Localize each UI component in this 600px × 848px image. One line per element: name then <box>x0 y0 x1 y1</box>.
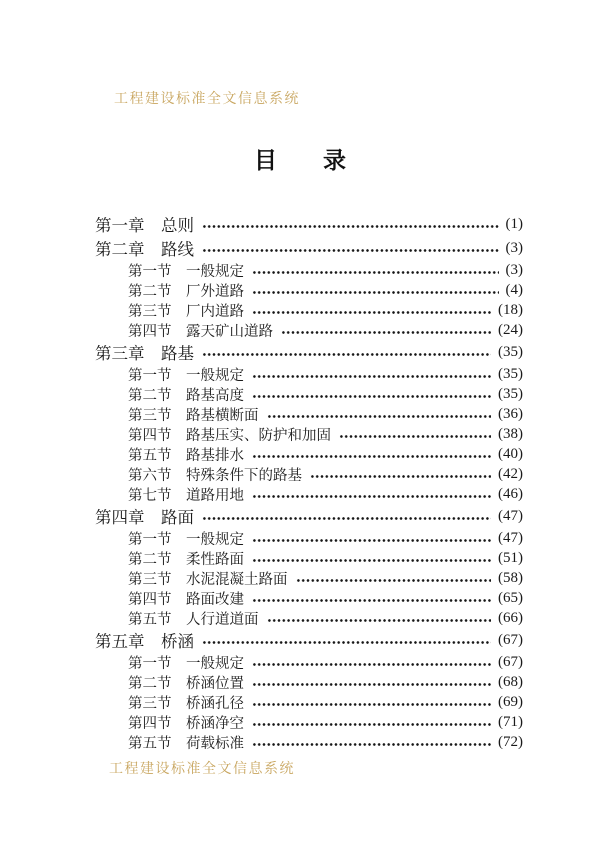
toc-entry-label: 第四节 路基压实、防护和加固 <box>128 427 331 444</box>
toc-entry-page: (65) <box>498 589 523 606</box>
toc-entry-page: (67) <box>498 653 523 670</box>
toc-entry-label: 第一章 总则 <box>95 216 194 235</box>
toc-leader-dots <box>202 340 491 364</box>
toc-leader-dots <box>252 444 491 464</box>
toc-leader-dots <box>310 464 491 484</box>
toc-entry-page: (4) <box>505 281 523 298</box>
toc-entry-label: 第二节 厂外道路 <box>128 283 244 300</box>
toc-entry-page: (1) <box>505 215 523 232</box>
toc-row <box>95 628 523 652</box>
toc-entry-label: 第五节 人行道道面 <box>128 611 259 628</box>
toc-entry-label: 第一节 一般规定 <box>128 655 244 672</box>
toc-entry-page: (66) <box>498 609 523 626</box>
toc-entry-page: (24) <box>498 321 523 338</box>
toc-entry-page: (35) <box>498 365 523 382</box>
toc-entry-page: (46) <box>498 485 523 502</box>
toc-row <box>95 444 523 464</box>
toc-entry-label: 第二节 路基高度 <box>128 387 244 404</box>
toc-row <box>95 404 523 424</box>
toc-entry-label: 第四节 路面改建 <box>128 591 244 608</box>
toc-leader-dots <box>252 732 491 752</box>
toc-leader-dots <box>252 652 491 672</box>
toc-entry-label: 第二章 路线 <box>95 240 194 259</box>
toc-row <box>95 608 523 628</box>
toc-row <box>95 732 523 752</box>
toc-row <box>95 280 523 300</box>
toc-entry-page: (58) <box>498 569 523 586</box>
toc-entry-label: 第一节 一般规定 <box>128 531 244 548</box>
toc-entry-page: (69) <box>498 693 523 710</box>
toc-leader-dots <box>202 628 491 652</box>
toc-row <box>95 384 523 404</box>
toc-row <box>95 464 523 484</box>
toc-leader-dots <box>267 608 492 628</box>
toc-entry-label: 第三节 厂内道路 <box>128 303 244 320</box>
toc-entry-label: 第三节 水泥混凝土路面 <box>128 571 288 588</box>
toc-entry-page: (35) <box>498 343 523 360</box>
toc-row <box>95 712 523 732</box>
toc-leader-dots <box>267 404 492 424</box>
toc-row <box>95 672 523 692</box>
toc-leader-dots <box>252 712 491 732</box>
toc-entry-label: 第五章 桥涵 <box>95 632 194 651</box>
toc-entry-page: (47) <box>498 529 523 546</box>
toc-leader-dots <box>252 548 491 568</box>
toc-row <box>95 236 523 260</box>
toc-row <box>95 548 523 568</box>
toc-leader-dots <box>252 260 499 280</box>
toc-leader-dots <box>252 692 491 712</box>
toc-leader-dots <box>252 300 491 320</box>
toc-list <box>95 212 523 752</box>
toc-entry-page: (71) <box>498 713 523 730</box>
toc-entry-label: 第五节 荷载标准 <box>128 735 244 752</box>
toc-entry-page: (18) <box>498 301 523 318</box>
toc-entry-label: 第五节 路基排水 <box>128 447 244 464</box>
toc-row <box>95 424 523 444</box>
toc-entry-label: 第三章 路基 <box>95 344 194 363</box>
toc-entry-label: 第四节 露天矿山道路 <box>128 323 273 340</box>
header-watermark: 工程建设标准全文信息系统 <box>114 92 300 107</box>
toc-entry-label: 第三节 路基横断面 <box>128 407 259 424</box>
toc-entry-page: (67) <box>498 631 523 648</box>
toc-leader-dots <box>252 280 499 300</box>
toc-row <box>95 528 523 548</box>
toc-entry-page: (3) <box>505 239 523 256</box>
toc-entry-page: (38) <box>498 425 523 442</box>
toc-entry-page: (40) <box>498 445 523 462</box>
toc-row <box>95 588 523 608</box>
toc-row <box>95 300 523 320</box>
toc-leader-dots <box>202 212 499 236</box>
toc-leader-dots <box>252 528 491 548</box>
toc-entry-label: 第四节 桥涵净空 <box>128 715 244 732</box>
toc-leader-dots <box>252 364 491 384</box>
toc-row <box>95 484 523 504</box>
toc-leader-dots <box>252 484 491 504</box>
toc-entry-label: 第二节 桥涵位置 <box>128 675 244 692</box>
toc-leader-dots <box>252 588 491 608</box>
toc-row <box>95 212 523 236</box>
toc-entry-page: (68) <box>498 673 523 690</box>
toc-entry-page: (3) <box>505 261 523 278</box>
toc-row <box>95 340 523 364</box>
toc-leader-dots <box>202 236 499 260</box>
toc-row <box>95 320 523 340</box>
toc-leader-dots <box>252 672 491 692</box>
toc-entry-label: 第六节 特殊条件下的路基 <box>128 467 302 484</box>
toc-entry-page: (35) <box>498 385 523 402</box>
toc-entry-label: 第三节 桥涵孔径 <box>128 695 244 712</box>
toc-row <box>95 692 523 712</box>
toc-row <box>95 652 523 672</box>
toc-leader-dots <box>202 504 491 528</box>
toc-entry-label: 第一节 一般规定 <box>128 367 244 384</box>
toc-entry-page: (47) <box>498 507 523 524</box>
toc-entry-page: (72) <box>498 733 523 750</box>
toc-leader-dots <box>281 320 491 340</box>
toc-entry-page: (51) <box>498 549 523 566</box>
toc-leader-dots <box>252 384 491 404</box>
toc-entry-label: 第四章 路面 <box>95 508 194 527</box>
toc-leader-dots <box>296 568 492 588</box>
page-title: 目 录 <box>254 148 346 173</box>
toc-entry-page: (42) <box>498 465 523 482</box>
toc-leader-dots <box>339 424 491 444</box>
toc-entry-page: (36) <box>498 405 523 422</box>
toc-row <box>95 568 523 588</box>
toc-row <box>95 260 523 280</box>
toc-entry-label: 第七节 道路用地 <box>128 487 244 504</box>
toc-row <box>95 364 523 384</box>
toc-entry-label: 第二节 柔性路面 <box>128 551 244 568</box>
toc-entry-label: 第一节 一般规定 <box>128 263 244 280</box>
toc-row <box>95 504 523 528</box>
footer-watermark: 工程建设标准全文信息系统 <box>109 762 295 777</box>
